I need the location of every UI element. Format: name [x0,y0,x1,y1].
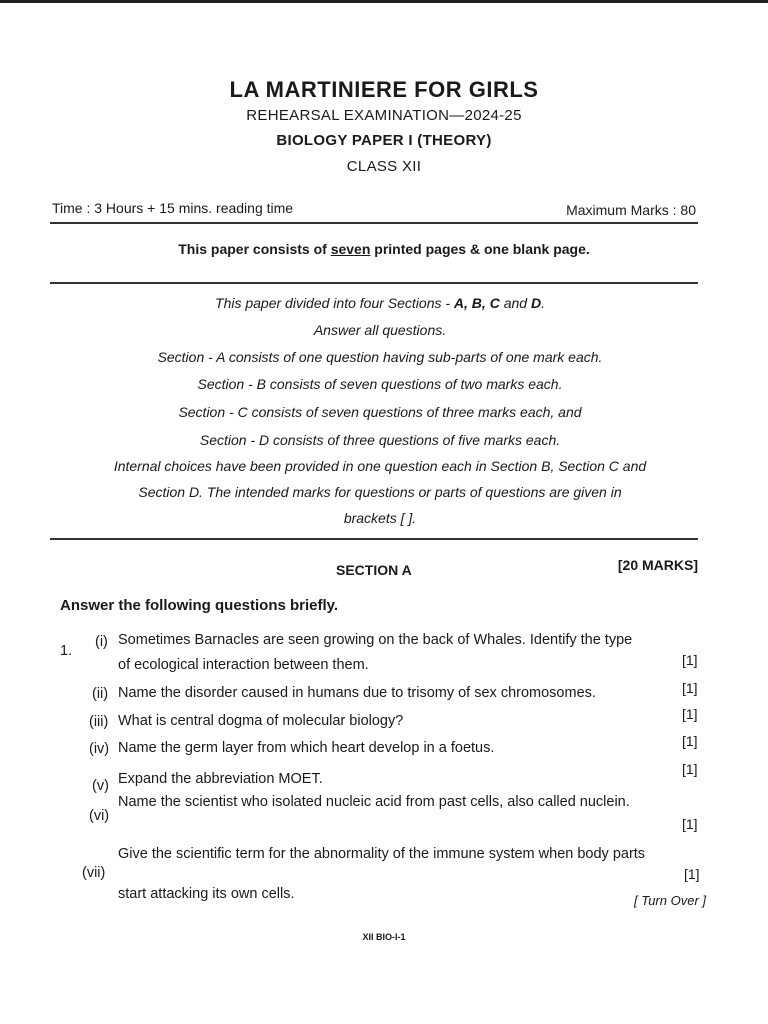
question-text: Name the disorder caused in humans due to trisomy of sex chromosomes. [118,685,596,701]
question-text: What is central dogma of molecular biology? [118,713,404,729]
class-label: CLASS XII [346,158,422,175]
time-allowed: Time : 3 Hours + 15 mins. reading time [52,200,294,216]
paper-title: BIOLOGY PAPER I (THEORY) [276,132,492,149]
divider [50,282,698,284]
divider [50,538,698,540]
question-mark: [1] [684,866,700,882]
question-text: Name the scientist who isolated nucleic acid from past cells, also called nuclein. [118,794,630,810]
question-mark: [1] [682,816,698,832]
turn-over-note: [ Turn Over ] [634,893,706,908]
section-directive: Answer the following questions briefly. [60,597,339,614]
instruction-line: Section - D consists of three questions of five marks each. [199,432,561,448]
instruction-line: Internal choices have been provided in one question each in Section B, Section C and [113,458,647,474]
instruction-line: Answer all questions. [313,322,447,338]
question-mark: [1] [682,652,698,668]
subquestion-number: (iv) [89,741,110,757]
subquestion-number: (i) [95,634,108,650]
school-name: LA MARTINIERE FOR GIRLS [229,77,539,102]
subquestion-number: (v) [92,778,109,794]
top-edge-line [0,0,768,3]
page-count-note: This paper consists of seven printed pages & one blank page. [178,241,590,257]
subquestion-number: (vi) [89,808,110,824]
question-text: Sometimes Barnacles are seen growing on the back of Whales. Identify the type [118,632,633,648]
divider [50,222,698,224]
question-mark: [1] [682,680,698,696]
section-a-title: SECTION A [336,562,412,578]
instruction-line: Section - A consists of one question having sub-parts of one mark each. [157,349,603,365]
instruction-line: brackets [ ]. [343,510,417,526]
exam-title: REHEARSAL EXAMINATION—2024-25 [246,107,522,124]
subquestion-number: (vii) [82,865,106,881]
question-mark: [1] [682,733,698,749]
instruction-line: Section - B consists of seven questions of two marks each. [197,376,563,392]
subquestion-number: (ii) [92,686,109,702]
question-text: Expand the abbreviation MOET. [118,771,323,787]
question-mark: [1] [682,706,698,722]
question-text: Give the scientific term for the abnormality of the immune system when body parts [118,846,646,862]
question-text: start attacking its own cells. [118,886,295,902]
instruction-line: This paper divided into four Sections - A, B, C and D. [215,295,545,311]
question-text: of ecological interaction between them. [118,657,369,673]
question-mark: [1] [682,761,698,777]
subquestion-number: (iii) [89,714,109,730]
section-a-marks: [20 MARKS] [617,557,698,573]
instruction-line: Section D. The intended marks for questions or parts of questions are given in [138,484,622,500]
instruction-line: Section - C consists of seven questions of three marks each, and [178,404,582,420]
question-text: Name the germ layer from which heart develop in a foetus. [118,740,495,756]
question-number: 1. [60,643,73,659]
maximum-marks: Maximum Marks : 80 [566,202,696,218]
page-code: XII BIO-I-1 [362,932,406,942]
